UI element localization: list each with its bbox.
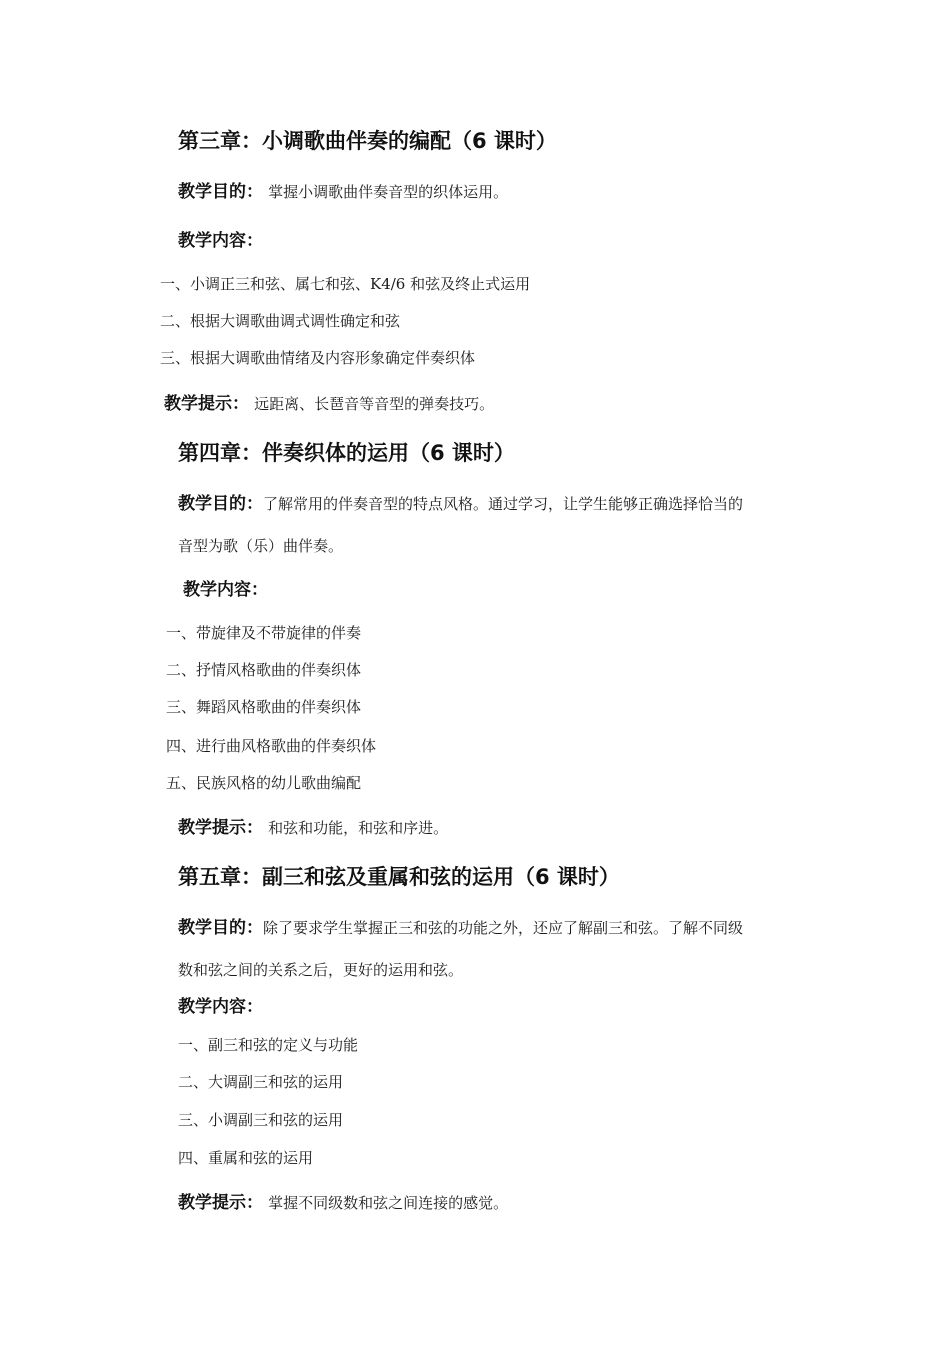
chapter-4-tip <box>178 820 448 837</box>
chapter-5-goal-continuation: 数和弦之间的关系之后，更好的运用和弦。 <box>178 961 464 979</box>
list-item: 一、带旋律及不带旋律的伴奏 <box>166 624 362 642</box>
list-item: 二、抒情风格歌曲的伴奏织体 <box>166 661 362 679</box>
chapter-3-goal <box>178 184 508 201</box>
list-item: 三、舞蹈风格歌曲的伴奏织体 <box>166 698 362 716</box>
list-item: 一、小调正三和弦、属七和弦、K4/6 和弦及终止式运用 <box>160 275 531 293</box>
goal-label: 教学目的： <box>178 918 263 938</box>
goal-text: 掌握小调歌曲伴奏音型的织体运用。 <box>268 183 509 201</box>
chapter-3-tip <box>164 396 494 413</box>
goal-text: 除了要求学生掌握正三和弦的功能之外，还应了解副三和弦。了解不同级 <box>263 919 744 937</box>
tip-label: 教学提示： <box>178 818 263 838</box>
list-item: 一、副三和弦的定义与功能 <box>178 1036 359 1054</box>
chapter-4-goal-continuation: 音型为歌（乐）曲伴奏。 <box>178 537 344 555</box>
goal-text: 了解常用的伴奏音型的特点风格。通过学习，让学生能够正确选择恰当的 <box>263 495 744 513</box>
chapter-4-goal <box>178 496 743 513</box>
tip-text: 和弦和功能，和弦和序进。 <box>268 819 449 837</box>
list-item: 二、大调副三和弦的运用 <box>178 1073 344 1091</box>
chapter-4-title: 第四章：伴奏织体的运用（6 课时） <box>178 441 515 465</box>
list-item: 四、进行曲风格歌曲的伴奏织体 <box>166 737 377 755</box>
goal-label: 教学目的： <box>178 494 263 514</box>
chapter-5-content-label: 教学内容： <box>178 997 263 1017</box>
tip-label: 教学提示： <box>164 394 249 414</box>
chapter-5-tip <box>178 1195 508 1212</box>
tip-text: 远距离、长琶音等音型的弹奏技巧。 <box>254 395 495 413</box>
chapter-4-content-label: 教学内容： <box>183 580 268 600</box>
chapter-5-goal <box>178 920 743 937</box>
list-item: 五、民族风格的幼儿歌曲编配 <box>166 774 362 792</box>
list-item: 三、根据大调歌曲情绪及内容形象确定伴奏织体 <box>160 349 476 367</box>
chapter-5-title: 第五章：副三和弦及重属和弦的运用（6 课时） <box>178 865 620 889</box>
tip-text: 掌握不同级数和弦之间连接的感觉。 <box>268 1194 509 1212</box>
list-item: 四、重属和弦的运用 <box>178 1149 314 1167</box>
list-item: 二、根据大调歌曲调式调性确定和弦 <box>160 312 401 330</box>
list-item: 三、小调副三和弦的运用 <box>178 1111 344 1129</box>
tip-label: 教学提示： <box>178 1193 263 1213</box>
chapter-3-title: 第三章：小调歌曲伴奏的编配（6 课时） <box>178 129 557 153</box>
goal-label: 教学目的： <box>178 182 263 202</box>
chapter-3-content-label: 教学内容： <box>178 231 263 251</box>
